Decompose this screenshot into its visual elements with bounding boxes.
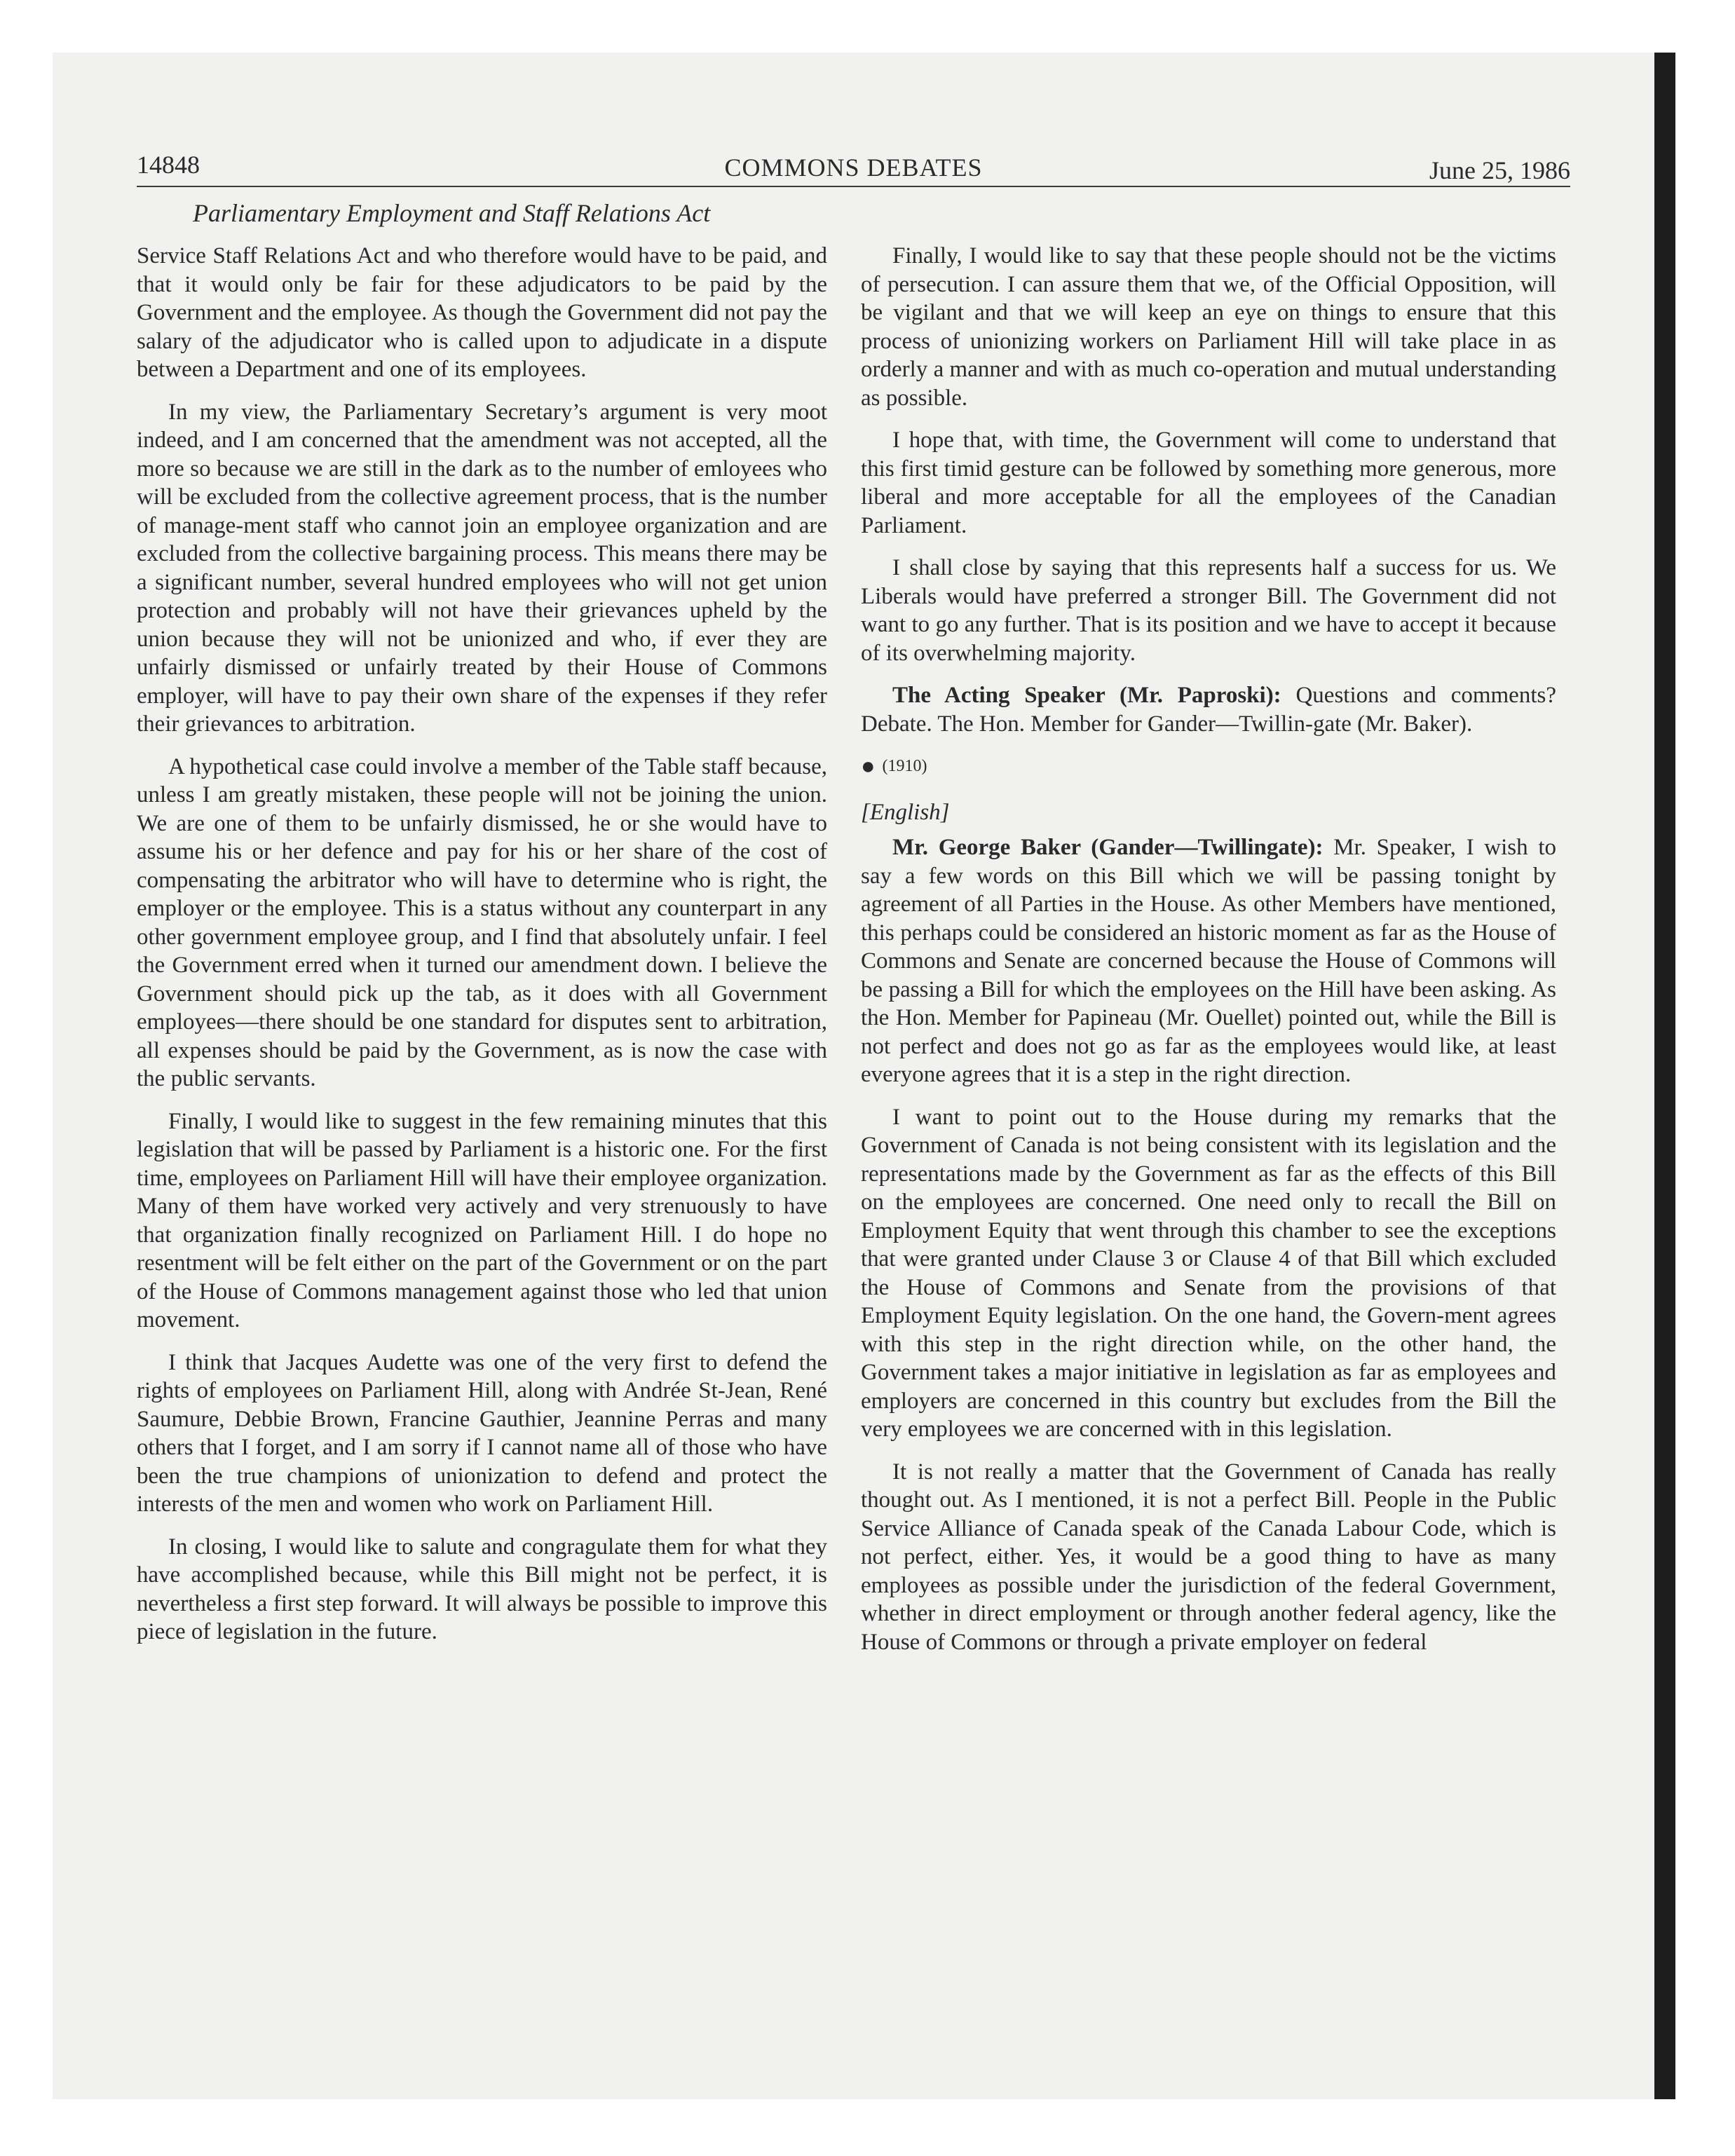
left-column [137, 242, 827, 1660]
speaker-name: Mr. George Baker (Gander—Twillingate): [892, 835, 1324, 861]
time-marker [861, 752, 1556, 782]
paragraph: A hypothetical case could involve a member of the Table staff because, unless I am greatly mistaken, these people will not be joining the union. We are one of them to be unfairly dismissed, he or she would have to assume his or her defence and pay for his or her share of the cost of compensating the arbitrator who will have to determine who is right, the employer or the employee. This is a status without any counterpart in any other government employee group, and I find that absolutely unfair. I feel the Government erred when it turned our amendment down. I believe the Government should pick up the tab, as it does with all Government employees—there should be one standard for disputes sent to arbitration, all expenses should be paid by the Government, as is now the case with the public servants. [137, 753, 827, 1091]
speaker-name: The Acting Speaker (Mr. Paproski): [892, 683, 1281, 708]
publication-title: COMMONS DEBATES [724, 153, 983, 182]
bullet-icon: ● [861, 753, 876, 780]
paragraph: Finally, I would like to say that these people should not be the victims of persecution. I can assure them that we, of the Official Opposition, will be vigilant and that we will keep an eye on things to ensure that this process of unionizing workers on Parliament Hill will take place in as orderly a manner and with as much co-operation and mutual understanding as possible. [861, 243, 1556, 411]
paragraph: I want to point out to the House during my remarks that the Government of Canada is not being consistent with its legislation and the representations made by the Government as far as the effects of this Bill on the employees are concerned. One need only to recall the Bill on Employment Equity that went through this chamber to see the exceptions that were granted under Clause 3 or Clause 4 of that Bill which excluded the House of Commons and Senate from the provisions of that Employment Equity legislation. On the one hand, the Govern-ment agrees with this step in the right direction while, on the other hand, the Government takes a major initiative in legislation as far as employees and employers are concerned in this country but excludes from the Bill the very employees we are concerned with in this legislation. [861, 1104, 1556, 1442]
time-marker-text: (1910) [882, 757, 927, 775]
paragraph: Service Staff Relations Act and who therefore would have to be paid, and that it would only be fair for these adjudicators to be paid by the Government and the employee. As though the Government did not pay the salary of the adjudicator who is called upon to adjudicate in a dispute between a Department and one of its employees. [137, 243, 827, 382]
issue-date: June 25, 1986 [1429, 156, 1570, 184]
speaker-paragraph [861, 681, 1556, 738]
paragraph: In my view, the Parliamentary Secretary’s argument is very moot indeed, and I am concerned that the amendment was not accepted, all the more so because we are still in the dark as to the number of emloyees who will be excluded from the collective agreement process, that is the number of manage-ment staff who cannot join an employee organization and are excluded from the collective bargaining process. This means there may be a significant number, several hundred employees who will not get union protection and probably will not have their grievances upheld by the union because they will not be unionized and who, if ever they are unfairly dismissed or unfairly treated by their House of Commons employer, will have to pay their own share of the expenses if they refer their grievances to arbitration. [137, 399, 827, 737]
speaker-paragraph [861, 833, 1556, 1089]
paragraph: I think that Jacques Audette was one of the very first to defend the rights of employees on Parliament Hill, along with Andrée St-Jean, René Saumure, Debbie Brown, Francine Gauthier, Jeannine Perras and many others that I forget, and I am sorry if I cannot name all of those who have been the true champions of unionization to defend and protect the interests of the men and women who work on Parliament Hill. [137, 1349, 827, 1517]
page-header [137, 144, 1570, 187]
paragraph: It is not really a matter that the Government of Canada has really thought out. As I mentioned, it is not a perfect Bill. People in the Public Service Alliance of Canada speak of the Canada Labour Code, which is not perfect, either. Yes, it would be a good thing to have as many employees as possible under the jurisdiction of the federal Government, whether in direct employment or through another federal agency, like the House of Commons or through a private employer on federal [861, 1459, 1556, 1655]
page-number: 14848 [137, 151, 200, 179]
speaker-text: Mr. Speaker, I wish to say a few words on this Bill which we will be passing tonight by agreement of all Parties in the House. As other Members have mentioned, this perhaps could be considered an historic moment as far as the House of Commons and Senate are concerned because the House of Commons will be passing a Bill for which the employees on the Hill have been asking. As the Hon. Member for Papineau (Mr. Ouellet) pointed out, while the Bill is not perfect and does not go as far as the employees would like, at least everyone agrees that it is a step in the right direction. [861, 835, 1556, 1088]
right-column [861, 242, 1556, 1670]
language-tag: [English] [861, 799, 950, 825]
running-head: Parliamentary Employment and Staff Relations Act [193, 199, 711, 227]
paragraph: In closing, I would like to salute and congragulate them for what they have accomplished because, while this Bill might not be perfect, it is nevertheless a first step forward. It will always be possible to improve this piece of legislation in the future. [137, 1534, 827, 1644]
scan-edge-shadow [1654, 53, 1675, 2099]
speaker-text: Questions and comments? Debate. The Hon. Member for Gander—Twillin-gate (Mr. Baker). [861, 683, 1556, 737]
paragraph: I shall close by saying that this represents half a success for us. We Liberals would have preferred a stronger Bill. The Government did not want to go any further. That is its position and we have to accept it because of its overwhelming majority. [861, 555, 1556, 666]
paragraph: Finally, I would like to suggest in the few remaining minutes that this legislation that will be passed by Parliament is a historic one. For the first time, employees on Parliament Hill will have their employee organization. Many of them have worked very actively and very strenuously to have that organization finally recognized on Parliament Hill. I do hope no resentment will be felt either on the part of the Government or on the part of the House of Commons management against those who led that union movement. [137, 1108, 827, 1332]
paragraph: I hope that, with time, the Government will come to understand that this first timid gesture can be followed by something more generous, more liberal and more acceptable for all the employees of the Canadian Parliament. [861, 428, 1556, 538]
